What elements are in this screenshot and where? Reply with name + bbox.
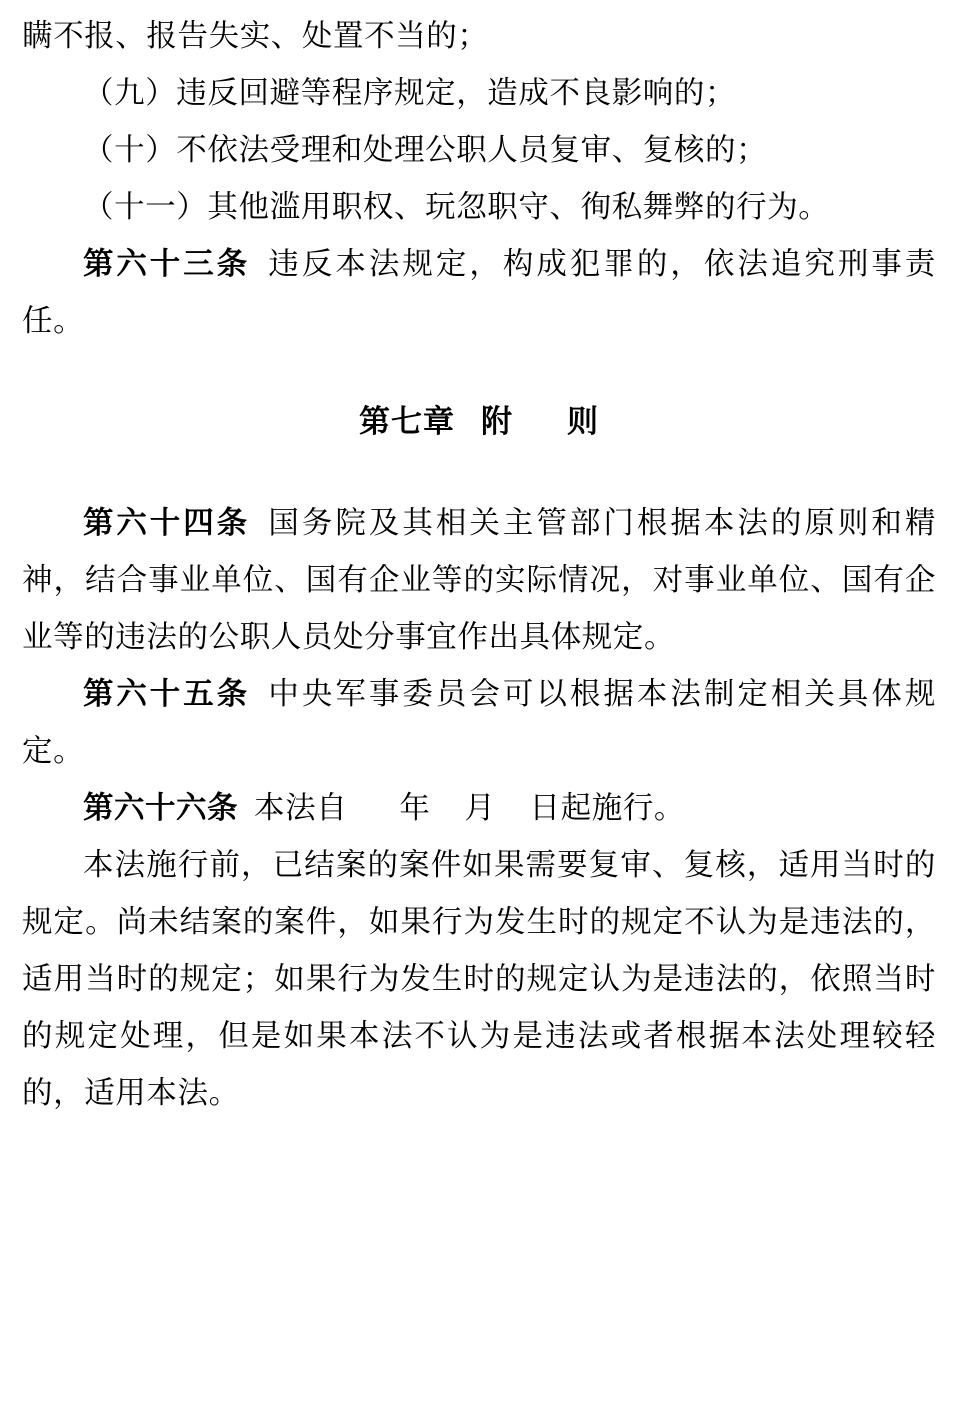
article-66-label: 第六十六条 <box>83 790 238 826</box>
article-65-label: 第六十五条 <box>83 676 250 712</box>
article-64-text: 国务院及其相关主管部门根据本法的原则和精神，结合事业单位、国有企业等的实际情况，对事业单位、国有企业等的违法的公职人员处分事宜作出具体规定。 <box>22 506 936 655</box>
paragraph-transition-provision: 本法施行前，已结案的案件如果需要复审、复核，适用当时的规定。尚未结案的案件，如果行为发生时的规定不认为是违法的，适用当时的规定；如果行为发生时的规定认为是违法的，依照当时的规定处理，但是如果本法不认为是违法或者根据本法处理较轻的，适用本法。 <box>22 848 936 1111</box>
article-66-text-before: 本法自 <box>254 791 348 826</box>
chapter-name-second: 则 <box>567 404 599 440</box>
article-64-label: 第六十四条 <box>83 505 250 541</box>
list-item-eleven: （十一）其他滥用职权、玩忽职守、徇私舞弊的行为。 <box>83 190 830 225</box>
list-item-nine: （九）违反回避等程序规定，造成不良影响的； <box>83 76 737 111</box>
document-body <box>22 8 936 1122</box>
chapter-heading <box>22 394 936 451</box>
article-65 <box>22 666 936 780</box>
paragraph-continued-clause: 瞒不报、报告失实、处置不当的； <box>22 19 489 54</box>
article-65-text: 中央军事委员会可以根据本法制定相关具体规定。 <box>22 677 936 769</box>
chapter-name-first: 附 <box>481 404 513 440</box>
article-63-text: 违反本法规定，构成犯罪的，依法追究刑事责任。 <box>22 247 936 339</box>
article-66-text-year: 年 <box>399 791 431 826</box>
article-66-text-month: 月 <box>464 791 496 826</box>
article-66-text-after: 日起施行。 <box>529 791 686 826</box>
list-item-ten: （十）不依法受理和处理公职人员复审、复核的； <box>83 133 768 168</box>
article-63 <box>22 236 936 350</box>
article-66 <box>22 780 936 837</box>
article-63-label: 第六十三条 <box>83 246 250 282</box>
chapter-number: 第七章 <box>359 404 455 440</box>
article-64 <box>22 495 936 666</box>
